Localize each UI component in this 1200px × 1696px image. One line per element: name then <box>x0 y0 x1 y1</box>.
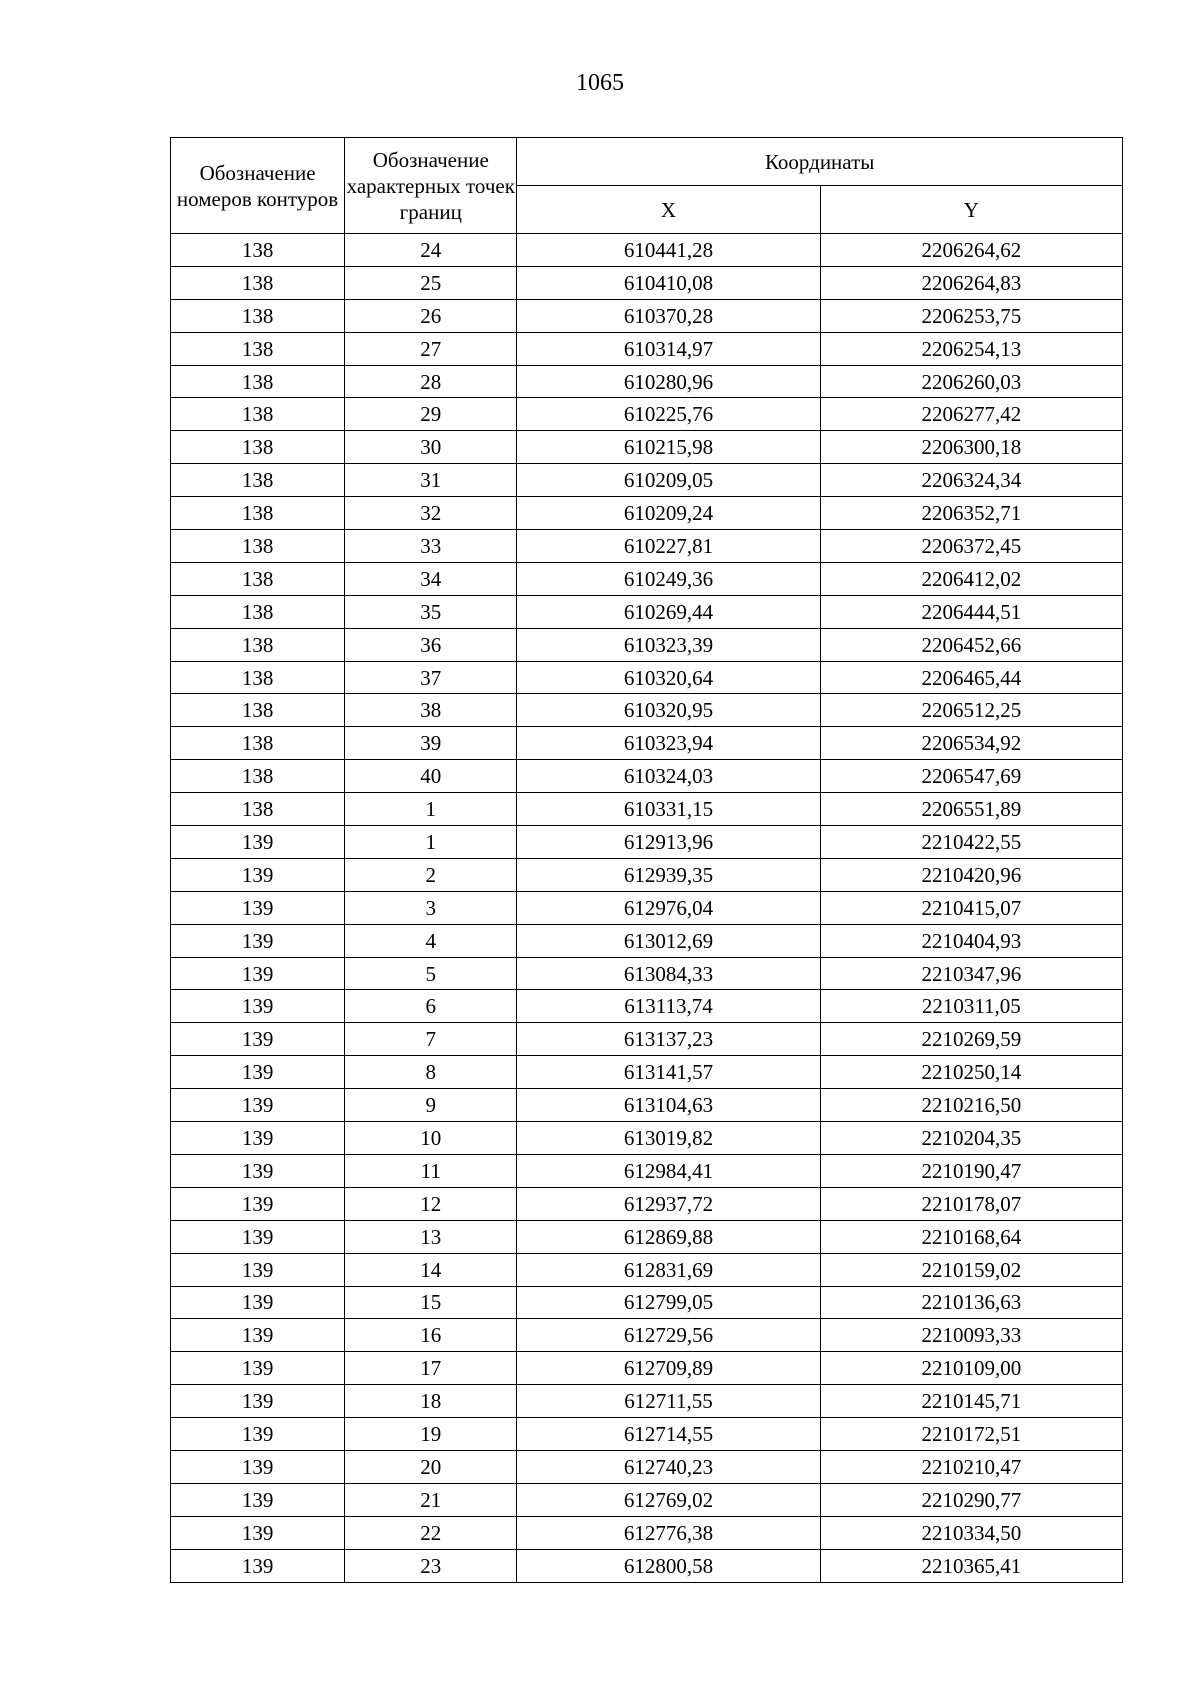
contour-number-cell: 138 <box>171 497 345 530</box>
contour-number-cell: 138 <box>171 727 345 760</box>
x-coordinate-cell: 612776,38 <box>517 1516 820 1549</box>
coordinates-header: Координаты <box>517 138 1123 186</box>
y-coordinate-cell: 2206372,45 <box>820 530 1122 563</box>
y-coordinate-cell: 2210422,55 <box>820 826 1122 859</box>
table-row <box>171 562 1123 595</box>
point-number-cell: 23 <box>345 1549 517 1582</box>
y-coordinate-cell: 2210250,14 <box>820 1056 1122 1089</box>
y-coordinate-cell: 2206254,13 <box>820 332 1122 365</box>
y-coordinate-cell: 2206300,18 <box>820 431 1122 464</box>
table-row <box>171 826 1123 859</box>
x-coordinate-cell: 610331,15 <box>517 793 820 826</box>
y-coordinate-cell: 2210136,63 <box>820 1286 1122 1319</box>
contour-number-cell: 139 <box>171 1516 345 1549</box>
y-coordinate-cell: 2206352,71 <box>820 497 1122 530</box>
point-number-cell: 32 <box>345 497 517 530</box>
table-row <box>171 1122 1123 1155</box>
contour-number-cell: 139 <box>171 1286 345 1319</box>
point-number-cell: 30 <box>345 431 517 464</box>
contour-number-cell: 138 <box>171 760 345 793</box>
point-number-cell: 11 <box>345 1154 517 1187</box>
contour-number-cell: 138 <box>171 431 345 464</box>
table-row <box>171 497 1123 530</box>
table-row <box>171 464 1123 497</box>
point-number-cell: 26 <box>345 299 517 332</box>
contour-number-cell: 138 <box>171 530 345 563</box>
contour-number-cell: 139 <box>171 1056 345 1089</box>
point-number-cell: 2 <box>345 858 517 891</box>
contour-number-cell: 139 <box>171 1154 345 1187</box>
contour-number-cell: 139 <box>171 1089 345 1122</box>
x-coordinate-cell: 612984,41 <box>517 1154 820 1187</box>
contour-number-cell: 139 <box>171 924 345 957</box>
table-row <box>171 694 1123 727</box>
y-coordinate-cell: 2210334,50 <box>820 1516 1122 1549</box>
point-number-cell: 38 <box>345 694 517 727</box>
x-coordinate-cell: 610324,03 <box>517 760 820 793</box>
table-row <box>171 530 1123 563</box>
x-coordinate-cell: 613113,74 <box>517 990 820 1023</box>
contour-number-cell: 139 <box>171 1483 345 1516</box>
table-row <box>171 1483 1123 1516</box>
x-coordinate-header: X <box>517 186 820 234</box>
x-coordinate-cell: 612711,55 <box>517 1385 820 1418</box>
x-coordinate-cell: 612740,23 <box>517 1450 820 1483</box>
point-number-cell: 3 <box>345 891 517 924</box>
contour-number-cell: 139 <box>171 826 345 859</box>
x-coordinate-cell: 610209,05 <box>517 464 820 497</box>
point-number-cell: 13 <box>345 1220 517 1253</box>
x-coordinate-cell: 610320,64 <box>517 661 820 694</box>
contour-number-cell: 138 <box>171 464 345 497</box>
point-number-cell: 21 <box>345 1483 517 1516</box>
coordinates-table <box>170 137 1123 1583</box>
contour-number-header: Обозначение номеров контуров <box>171 138 345 234</box>
boundary-point-header: Обозначение характерных точек границ <box>345 138 517 234</box>
table-row <box>171 891 1123 924</box>
y-coordinate-cell: 2206277,42 <box>820 398 1122 431</box>
contour-number-cell: 139 <box>171 957 345 990</box>
y-coordinate-cell: 2206260,03 <box>820 365 1122 398</box>
contour-number-cell: 139 <box>171 1418 345 1451</box>
x-coordinate-cell: 610269,44 <box>517 595 820 628</box>
x-coordinate-cell: 610323,39 <box>517 628 820 661</box>
x-coordinate-cell: 610280,96 <box>517 365 820 398</box>
point-number-cell: 31 <box>345 464 517 497</box>
table-row <box>171 234 1123 267</box>
contour-number-cell: 139 <box>171 891 345 924</box>
x-coordinate-cell: 613141,57 <box>517 1056 820 1089</box>
header-row <box>171 138 1123 186</box>
table-row <box>171 365 1123 398</box>
table-row <box>171 1056 1123 1089</box>
x-coordinate-cell: 612729,56 <box>517 1319 820 1352</box>
y-coordinate-cell: 2210290,77 <box>820 1483 1122 1516</box>
contour-number-cell: 138 <box>171 398 345 431</box>
table-row <box>171 299 1123 332</box>
x-coordinate-cell: 610370,28 <box>517 299 820 332</box>
x-coordinate-cell: 610249,36 <box>517 562 820 595</box>
table-row <box>171 332 1123 365</box>
x-coordinate-cell: 610441,28 <box>517 234 820 267</box>
table-row <box>171 727 1123 760</box>
table-row <box>171 858 1123 891</box>
point-number-cell: 15 <box>345 1286 517 1319</box>
table-row <box>171 1154 1123 1187</box>
table-row <box>171 1516 1123 1549</box>
contour-number-cell: 139 <box>171 1450 345 1483</box>
y-coordinate-cell: 2206324,34 <box>820 464 1122 497</box>
point-number-cell: 1 <box>345 826 517 859</box>
point-number-cell: 1 <box>345 793 517 826</box>
y-coordinate-cell: 2210168,64 <box>820 1220 1122 1253</box>
x-coordinate-cell: 610215,98 <box>517 431 820 464</box>
x-coordinate-cell: 610314,97 <box>517 332 820 365</box>
x-coordinate-cell: 612800,58 <box>517 1549 820 1582</box>
y-coordinate-cell: 2210347,96 <box>820 957 1122 990</box>
table-row <box>171 1023 1123 1056</box>
table-row <box>171 1549 1123 1582</box>
point-number-cell: 20 <box>345 1450 517 1483</box>
table-row <box>171 1220 1123 1253</box>
point-number-cell: 40 <box>345 760 517 793</box>
contour-number-cell: 139 <box>171 1220 345 1253</box>
point-number-cell: 24 <box>345 234 517 267</box>
table-row <box>171 924 1123 957</box>
point-number-cell: 12 <box>345 1187 517 1220</box>
y-coordinate-cell: 2206512,25 <box>820 694 1122 727</box>
point-number-cell: 35 <box>345 595 517 628</box>
y-coordinate-cell: 2210420,96 <box>820 858 1122 891</box>
page-number: 1065 <box>576 70 624 96</box>
y-coordinate-cell: 2210145,71 <box>820 1385 1122 1418</box>
point-number-cell: 5 <box>345 957 517 990</box>
table-row <box>171 595 1123 628</box>
x-coordinate-cell: 612976,04 <box>517 891 820 924</box>
point-number-cell: 28 <box>345 365 517 398</box>
y-coordinate-cell: 2206547,69 <box>820 760 1122 793</box>
point-number-cell: 7 <box>345 1023 517 1056</box>
contour-number-cell: 138 <box>171 234 345 267</box>
point-number-cell: 25 <box>345 266 517 299</box>
table-row <box>171 1286 1123 1319</box>
point-number-cell: 37 <box>345 661 517 694</box>
table-row <box>171 793 1123 826</box>
table-row <box>171 431 1123 464</box>
y-coordinate-cell: 2206452,66 <box>820 628 1122 661</box>
contour-number-cell: 139 <box>171 1352 345 1385</box>
point-number-cell: 29 <box>345 398 517 431</box>
y-coordinate-cell: 2206465,44 <box>820 661 1122 694</box>
contour-number-cell: 138 <box>171 266 345 299</box>
point-number-cell: 4 <box>345 924 517 957</box>
y-coordinate-cell: 2210178,07 <box>820 1187 1122 1220</box>
y-coordinate-cell: 2210415,07 <box>820 891 1122 924</box>
y-coordinate-cell: 2210404,93 <box>820 924 1122 957</box>
table-row <box>171 266 1123 299</box>
contour-number-cell: 138 <box>171 628 345 661</box>
point-number-cell: 19 <box>345 1418 517 1451</box>
contour-number-cell: 139 <box>171 1023 345 1056</box>
y-coordinate-cell: 2206253,75 <box>820 299 1122 332</box>
x-coordinate-cell: 610320,95 <box>517 694 820 727</box>
table-row <box>171 628 1123 661</box>
x-coordinate-cell: 610410,08 <box>517 266 820 299</box>
point-number-cell: 39 <box>345 727 517 760</box>
x-coordinate-cell: 612913,96 <box>517 826 820 859</box>
point-number-cell: 22 <box>345 1516 517 1549</box>
y-coordinate-cell: 2210172,51 <box>820 1418 1122 1451</box>
point-number-cell: 27 <box>345 332 517 365</box>
table-row <box>171 1187 1123 1220</box>
point-number-cell: 17 <box>345 1352 517 1385</box>
x-coordinate-cell: 612937,72 <box>517 1187 820 1220</box>
y-coordinate-header: Y <box>820 186 1122 234</box>
contour-number-cell: 138 <box>171 595 345 628</box>
table-row <box>171 1450 1123 1483</box>
x-coordinate-cell: 612714,55 <box>517 1418 820 1451</box>
contour-number-cell: 139 <box>171 1319 345 1352</box>
y-coordinate-cell: 2210269,59 <box>820 1023 1122 1056</box>
table-row <box>171 1418 1123 1451</box>
contour-number-cell: 138 <box>171 661 345 694</box>
y-coordinate-cell: 2206412,02 <box>820 562 1122 595</box>
x-coordinate-cell: 612769,02 <box>517 1483 820 1516</box>
y-coordinate-cell: 2206264,83 <box>820 266 1122 299</box>
contour-number-cell: 139 <box>171 990 345 1023</box>
y-coordinate-cell: 2210159,02 <box>820 1253 1122 1286</box>
table-row <box>171 1385 1123 1418</box>
x-coordinate-cell: 610323,94 <box>517 727 820 760</box>
x-coordinate-cell: 613084,33 <box>517 957 820 990</box>
point-number-cell: 8 <box>345 1056 517 1089</box>
x-coordinate-cell: 612709,89 <box>517 1352 820 1385</box>
contour-number-cell: 138 <box>171 365 345 398</box>
x-coordinate-cell: 610225,76 <box>517 398 820 431</box>
contour-number-cell: 139 <box>171 1187 345 1220</box>
y-coordinate-cell: 2210365,41 <box>820 1549 1122 1582</box>
y-coordinate-cell: 2206551,89 <box>820 793 1122 826</box>
contour-number-cell: 139 <box>171 1385 345 1418</box>
contour-number-cell: 139 <box>171 1549 345 1582</box>
point-number-cell: 16 <box>345 1319 517 1352</box>
x-coordinate-cell: 612831,69 <box>517 1253 820 1286</box>
x-coordinate-cell: 612799,05 <box>517 1286 820 1319</box>
contour-number-cell: 138 <box>171 694 345 727</box>
contour-number-cell: 138 <box>171 332 345 365</box>
x-coordinate-cell: 610227,81 <box>517 530 820 563</box>
x-coordinate-cell: 613019,82 <box>517 1122 820 1155</box>
point-number-cell: 10 <box>345 1122 517 1155</box>
point-number-cell: 6 <box>345 990 517 1023</box>
y-coordinate-cell: 2206264,62 <box>820 234 1122 267</box>
y-coordinate-cell: 2210093,33 <box>820 1319 1122 1352</box>
point-number-cell: 9 <box>345 1089 517 1122</box>
table-row <box>171 1319 1123 1352</box>
point-number-cell: 33 <box>345 530 517 563</box>
table-row <box>171 398 1123 431</box>
point-number-cell: 36 <box>345 628 517 661</box>
contour-number-cell: 138 <box>171 562 345 595</box>
table-row <box>171 1253 1123 1286</box>
x-coordinate-cell: 610209,24 <box>517 497 820 530</box>
y-coordinate-cell: 2206534,92 <box>820 727 1122 760</box>
x-coordinate-cell: 612869,88 <box>517 1220 820 1253</box>
point-number-cell: 34 <box>345 562 517 595</box>
y-coordinate-cell: 2210311,05 <box>820 990 1122 1023</box>
x-coordinate-cell: 612939,35 <box>517 858 820 891</box>
x-coordinate-cell: 613137,23 <box>517 1023 820 1056</box>
table-header <box>171 138 1123 234</box>
contour-number-cell: 138 <box>171 299 345 332</box>
y-coordinate-cell: 2210210,47 <box>820 1450 1122 1483</box>
point-number-cell: 18 <box>345 1385 517 1418</box>
table-row <box>171 990 1123 1023</box>
y-coordinate-cell: 2210216,50 <box>820 1089 1122 1122</box>
contour-number-cell: 138 <box>171 793 345 826</box>
y-coordinate-cell: 2206444,51 <box>820 595 1122 628</box>
contour-number-cell: 139 <box>171 1122 345 1155</box>
table-row <box>171 661 1123 694</box>
y-coordinate-cell: 2210204,35 <box>820 1122 1122 1155</box>
x-coordinate-cell: 613104,63 <box>517 1089 820 1122</box>
table-body <box>171 234 1123 1583</box>
y-coordinate-cell: 2210190,47 <box>820 1154 1122 1187</box>
table-row <box>171 1352 1123 1385</box>
table-row <box>171 957 1123 990</box>
y-coordinate-cell: 2210109,00 <box>820 1352 1122 1385</box>
contour-number-cell: 139 <box>171 858 345 891</box>
table-row <box>171 1089 1123 1122</box>
x-coordinate-cell: 613012,69 <box>517 924 820 957</box>
table-row <box>171 760 1123 793</box>
point-number-cell: 14 <box>345 1253 517 1286</box>
contour-number-cell: 139 <box>171 1253 345 1286</box>
